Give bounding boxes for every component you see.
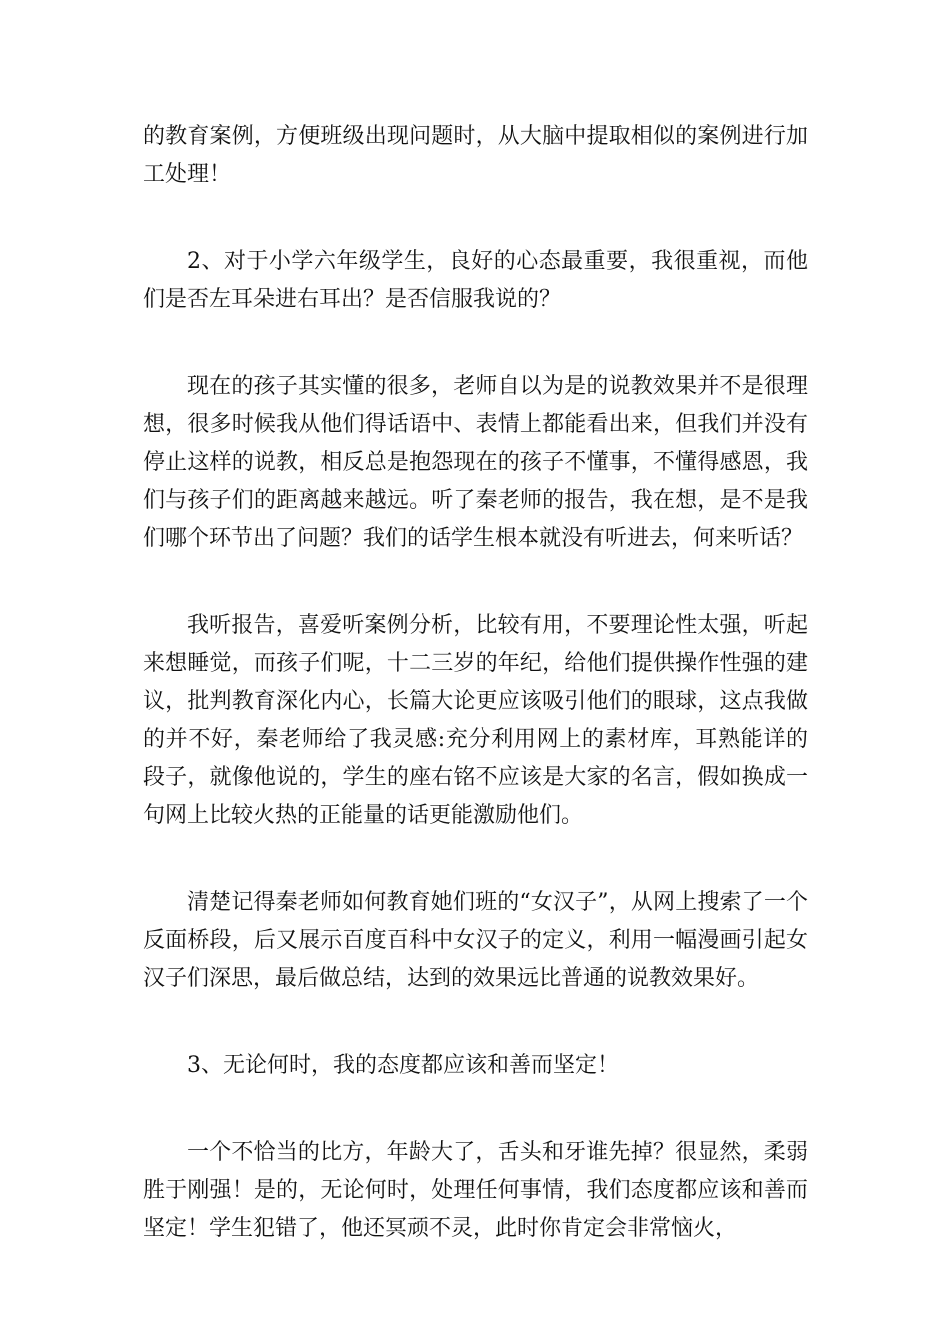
document-body [143, 118, 808, 1248]
paragraph-continuation: 的教育案例，方便班级出现问题时，从大脑中提取相似的案例进行加工处理！ [143, 124, 808, 187]
paragraph-point-2: 2、对于小学六年级学生，良好的心态最重要，我很重视，而他们是否左耳朵进右耳出？是否信服我说的？ [143, 249, 808, 312]
paragraph-point-3: 3、无论何时，我的态度都应该和善而坚定！ [187, 1053, 619, 1078]
paragraph-report-cases: 我听报告，喜爱听案例分析，比较有用，不要理论性太强，听起来想睡觉，而孩子们呢，十二三岁的年纪，给他们提供操作性强的建议，批判教育深化内心，长篇大论更应该吸引他们的眼球，这点我做的并不好，秦老师给了我灵感:充分利用网上的素材库，耳熟能详的段子，就像他说的，学生的座右铭不应该是大家的名言，假如换成一句网上比较火热的正能量的话更能激励他们。 [143, 613, 808, 828]
paragraph-female-tomboy-example: 清楚记得秦老师如何教育她们班的“女汉子”，从网上搜索了一个反面桥段，后又展示百度百科中女汉子的定义，利用一幅漫画引起女汉子们深思，最后做总结，达到的效果远比普通的说教效果好。 [143, 890, 808, 991]
paragraph-analogy: 一个不恰当的比方，年龄大了，舌头和牙谁先掉？很显然，柔弱胜于刚强！是的，无论何时，处理任何事情，我们态度都应该和善而坚定！学生犯错了，他还冥顽不灵，此时你肯定会非常恼火， [143, 1140, 808, 1241]
paragraph-children-understanding: 现在的孩子其实懂的很多，老师自以为是的说教效果并不是很理想，很多时候我从他们得话语中、表情上都能看出来，但我们并没有停止这样的说教，相反总是抱怨现在的孩子不懂事，不懂得感恩，我们与孩子们的距离越来越远。听了秦老师的报告，我在想，是不是我们哪个环节出了问题？我们的话学生根本就没有听进去，何来听话？ [143, 374, 808, 551]
